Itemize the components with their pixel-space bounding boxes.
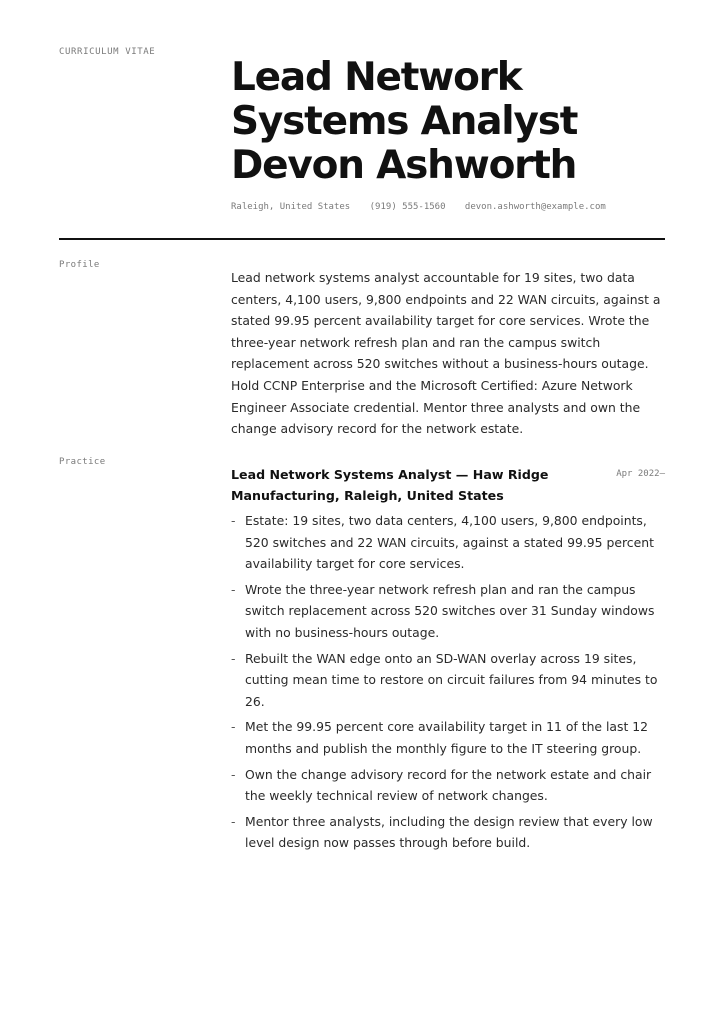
section-label-profile: Profile — [59, 260, 100, 270]
list-item — [231, 764, 669, 807]
bullet-dash: - — [231, 719, 236, 735]
bullet-text: Mentor three analysts, including the design review that every low level design now passes through before build. — [245, 813, 653, 851]
bullet-text: Own the change advisory record for the network estate and chair the weekly technical review of network changes. — [245, 766, 652, 804]
bullet-dash: - — [231, 513, 236, 528]
title-line-2: Systems Analyst — [231, 99, 578, 144]
bullet-text: Estate: 19 sites, two data centers, 4,100 users, 9,800 endpoints, 520 switches and 22 WAN circuits, against a stated 99.95 percent availability target for core services. — [245, 513, 654, 572]
page-title — [231, 56, 701, 188]
bullet-text: Rebuilt the WAN edge onto an SD-WAN overlay across 19 sites, cutting mean time to restore on circuit failures from 94 minutes to 26. — [245, 650, 658, 709]
contact-location: Raleigh, United States — [231, 202, 351, 212]
contact-phone: (919) 555-1560 — [369, 202, 446, 212]
title-line-3: Devon Ashworth — [231, 143, 577, 188]
header-divider — [59, 238, 665, 240]
list-item — [231, 579, 669, 644]
bullet-dash: - — [231, 581, 236, 597]
bullet-dash: - — [231, 650, 236, 666]
title-line-1: Lead Network — [231, 55, 522, 100]
document-type-label: CURRICULUM VITAE — [59, 47, 156, 57]
bullet-text: Wrote the three-year network refresh plan and ran the campus switch replacement across 520 switches over 31 Sunday windows with no business-hours outage. — [245, 581, 655, 640]
job-bullet-list — [231, 510, 669, 858]
contact-line — [231, 202, 620, 212]
bullet-text: Met the 99.95 percent core availability target in 11 of the last 12 months and publish the monthly figure to the IT steering group. — [245, 719, 649, 756]
contact-email[interactable]: devon.ashworth@example.com — [464, 202, 606, 212]
list-item — [231, 510, 669, 575]
bullet-dash: - — [231, 813, 236, 829]
job-heading: Lead Network Systems Analyst — Haw Ridge Manufacturing, Raleigh, United States — [231, 467, 549, 503]
list-item — [231, 716, 669, 759]
list-item — [231, 811, 669, 854]
bullet-dash: - — [231, 766, 236, 782]
profile-summary: Lead network systems analyst accountable for 19 sites, two data centers, 4,100 users, 9,800 endpoints and 22 WAN circuits, against a stated 99.95 percent availability target for core services. Wrote the three-year network refresh plan and ran the campus switch replacement across 520 switches without a business-hours outage. Hold CCNP Enterprise and the Microsoft Certified: Azure Network Engineer Associate credential. Mentor three analysts and own the change advisory record for the network estate. — [231, 270, 661, 437]
section-label-practice: Practice — [59, 457, 106, 467]
list-item — [231, 648, 669, 713]
job-date: Apr 2022– — [616, 469, 665, 479]
